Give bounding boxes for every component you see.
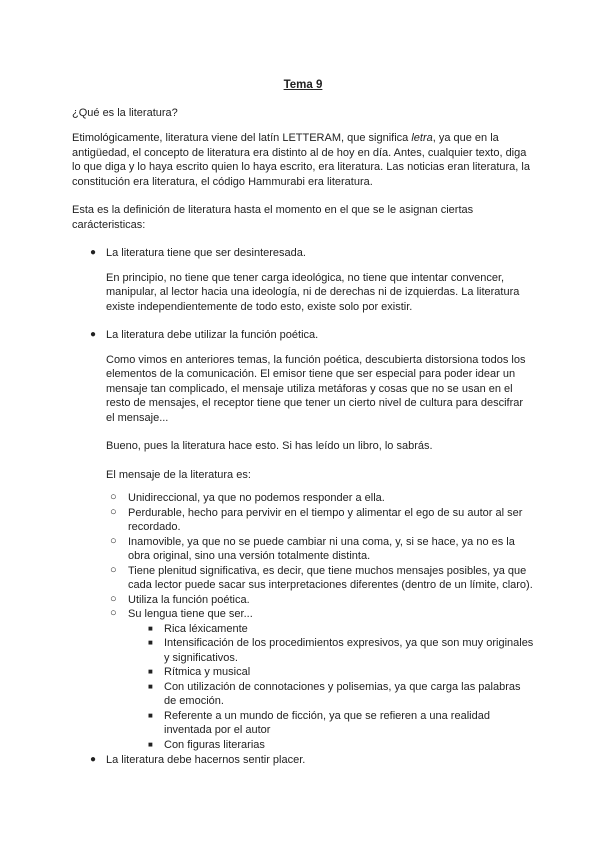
sub-item-text: Su lengua tiene que ser...	[128, 608, 253, 620]
intro-text-end: , ya que en la antigüedad, el concepto de literatura era distinto al de hoy en día. Antes, cualquier texto, diga lo que diga y lo haya escrito quien lo haya escrito, era literatura. Las noticias eran literatura, la constitución era literatura, el código Hammurabi era literatura.	[72, 132, 530, 188]
language-traits-list	[128, 622, 534, 753]
section-question: ¿Qué es la literatura?	[72, 106, 178, 119]
subsub-list-item	[144, 738, 534, 753]
intro-italic-word: letra	[411, 132, 433, 144]
sub-list-item	[106, 607, 534, 752]
list-item	[72, 328, 534, 752]
subsub-list-item	[144, 665, 534, 680]
bullet-dot-icon: ●	[90, 329, 97, 340]
sub-list-item	[106, 491, 534, 506]
list-item	[72, 753, 534, 768]
bullet-paragraph: Como vimos en anteriores temas, la función poética, descubierta distorsiona todos los elementos de la comunicación. El emisor tiene que ser especial para poder idear un mensaje tan complicado, el mensaje utiliza metáforas y cosas que no se usan en el resto de mensajes, el receptor tiene que tener un cierto nivel de cultura para descifrar el mensaje...	[106, 353, 526, 424]
bullet-heading: La literatura tiene que ser desinteresada.	[106, 247, 306, 259]
document-page	[72, 78, 534, 768]
sub-item-text: Inamovible, ya que no se puede cambiar ni una coma, y, si se hace, ya no es la obra original, sino una versión totalmente distinta.	[128, 535, 515, 562]
intro-paragraph	[72, 131, 534, 189]
bullet-circle-icon: ○	[110, 491, 117, 503]
subsub-item-text: Rítmica y musical	[164, 666, 251, 678]
bullet-circle-icon: ○	[110, 563, 117, 576]
bullet-square-icon: ■	[148, 638, 153, 647]
bullet-square-icon: ■	[148, 710, 153, 720]
bullet-dot-icon: ●	[90, 754, 97, 765]
bullet-heading: La literatura debe utilizar la función poética.	[106, 329, 319, 341]
definition-paragraph: Esta es la definición de literatura hasta el momento en el que se le asignan ciertas carácteristicas:	[72, 204, 474, 231]
bullet-paragraph: Bueno, pues la literatura hace esto. Si has leído un libro, lo sabrás.	[106, 440, 433, 452]
bullet-dot-icon: ●	[90, 247, 97, 258]
bullet-circle-icon: ○	[110, 505, 117, 518]
subsub-list-item	[144, 622, 534, 637]
bullet-circle-icon: ○	[110, 607, 117, 619]
sub-list-item	[106, 564, 534, 593]
bullet-square-icon: ■	[148, 739, 153, 749]
message-traits-list	[106, 491, 534, 752]
subsub-item-text: Con utilización de connotaciones y polisemias, ya que carga las palabras de emoción.	[164, 680, 521, 707]
bullet-square-icon: ■	[148, 667, 153, 676]
sub-list-item	[106, 506, 534, 535]
subsub-item-text: Rica léxicamente	[164, 622, 248, 635]
bullet-paragraph: El mensaje de la literatura es:	[106, 468, 251, 481]
list-item	[72, 246, 534, 314]
bullet-paragraph: En principio, no tiene que tener carga ideológica, no tiene que intentar convencer, manipular, al lector hacia una ideología, ni de derechas ni de izquierdas. La literatura existe independientemente de todo esto, existe solo por existir.	[106, 271, 520, 313]
sub-item-text: Unidireccional, ya que no podemos responder a ella.	[128, 492, 385, 504]
bullet-circle-icon: ○	[110, 592, 117, 605]
sub-item-text: Perdurable, hecho para pervivir en el tiempo y alimentar el ego de su autor al ser recordado.	[128, 506, 523, 533]
bullet-square-icon: ■	[148, 623, 153, 633]
subsub-item-text: Referente a un mundo de ficción, ya que se refieren a una realidad inventada por el autor	[164, 709, 490, 736]
characteristics-list	[72, 246, 534, 768]
sub-list-item	[106, 593, 534, 608]
subsub-item-text: Con figuras literarias	[164, 738, 265, 751]
bullet-heading: La literatura debe hacernos sentir placer.	[106, 754, 306, 766]
sub-list-item	[106, 535, 534, 564]
subsub-list-item	[144, 680, 534, 709]
subsub-list-item	[144, 709, 534, 738]
page-title: Tema 9	[283, 79, 323, 91]
intro-text-start: Etimológicamente, literatura viene del latín LETTERAM, que significa	[72, 132, 412, 144]
subsub-list-item	[144, 636, 534, 665]
bullet-circle-icon: ○	[110, 534, 117, 547]
sub-item-text: Utiliza la función poética.	[128, 593, 250, 606]
sub-item-text: Tiene plenitud significativa, es decir, que tiene muchos mensajes posibles, ya que cada lector puede sacar sus interpretaciones diferentes (dentro de un límite, claro).	[128, 564, 533, 591]
subsub-item-text: Intensificación de los procedimientos expresivos, ya que son muy originales y significativos.	[164, 637, 534, 664]
bullet-square-icon: ■	[148, 681, 153, 691]
